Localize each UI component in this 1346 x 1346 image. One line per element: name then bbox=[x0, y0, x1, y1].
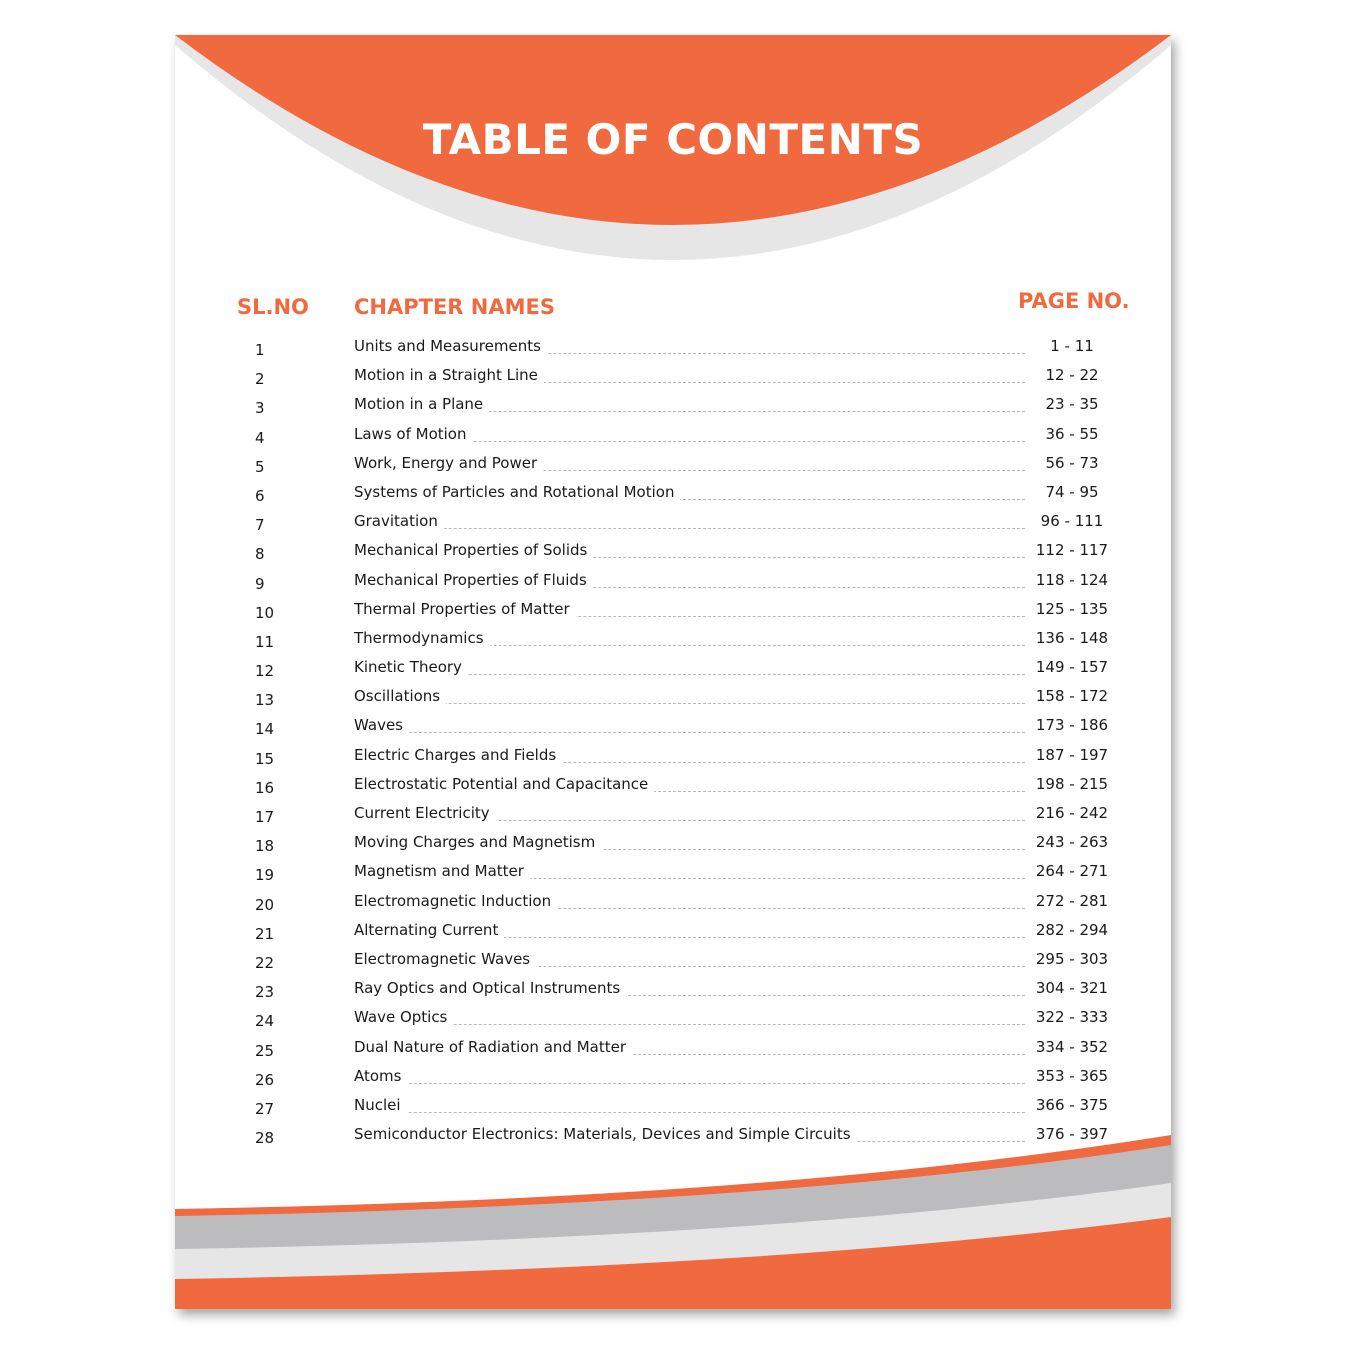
page-range: 158 - 172 bbox=[1035, 687, 1109, 706]
toc-row bbox=[175, 974, 1171, 1003]
chapter-number: 5 bbox=[255, 457, 265, 476]
toc-row bbox=[175, 799, 1171, 828]
page-range: 282 - 294 bbox=[1035, 920, 1109, 939]
chapter-name: Semiconductor Electronics: Materials, Devices and Simple Circuits bbox=[354, 1125, 857, 1143]
toc-row bbox=[175, 741, 1171, 770]
chapter-number: 9 bbox=[255, 574, 265, 593]
chapter-name: Systems of Particles and Rotational Motion bbox=[354, 483, 680, 501]
chapter-name: Nuclei bbox=[354, 1096, 407, 1114]
dotted-leader bbox=[354, 1083, 1025, 1084]
dotted-leader bbox=[354, 732, 1025, 733]
chapter-name: Waves bbox=[354, 716, 409, 734]
chapter-name: Moving Charges and Magnetism bbox=[354, 833, 601, 851]
toc-row bbox=[175, 361, 1171, 390]
chapter-number: 3 bbox=[255, 399, 265, 418]
column-header-slno: SL.NO bbox=[237, 295, 309, 319]
dotted-leader bbox=[354, 528, 1025, 529]
page-range: 198 - 215 bbox=[1035, 774, 1109, 793]
chapter-name: Motion in a Plane bbox=[354, 395, 489, 413]
chapter-number: 4 bbox=[255, 428, 265, 447]
page-range: 56 - 73 bbox=[1045, 453, 1099, 472]
chapter-name: Motion in a Straight Line bbox=[354, 366, 544, 384]
toc-row bbox=[175, 332, 1171, 361]
chapter-number: 7 bbox=[255, 516, 265, 535]
chapter-number: 19 bbox=[255, 866, 275, 885]
page-range: 272 - 281 bbox=[1035, 891, 1109, 910]
chapter-number: 20 bbox=[255, 895, 275, 914]
chapter-name: Units and Measurements bbox=[354, 337, 547, 355]
chapter-name: Gravitation bbox=[354, 512, 444, 530]
chapter-number: 21 bbox=[255, 924, 275, 943]
chapter-number: 15 bbox=[255, 749, 275, 768]
chapter-name: Wave Optics bbox=[354, 1008, 453, 1026]
toc-row bbox=[175, 449, 1171, 478]
toc-row bbox=[175, 770, 1171, 799]
chapter-name: Kinetic Theory bbox=[354, 658, 468, 676]
chapter-number: 13 bbox=[255, 691, 275, 710]
footer-wave-decoration bbox=[175, 1109, 1171, 1309]
toc-row bbox=[175, 857, 1171, 886]
chapter-name: Work, Energy and Power bbox=[354, 454, 543, 472]
chapter-name: Ray Optics and Optical Instruments bbox=[354, 979, 626, 997]
toc-row bbox=[175, 420, 1171, 449]
chapter-number: 25 bbox=[255, 1041, 275, 1060]
chapter-name: Mechanical Properties of Solids bbox=[354, 541, 593, 559]
chapter-name: Oscillations bbox=[354, 687, 446, 705]
chapter-name: Magnetism and Matter bbox=[354, 862, 530, 880]
chapter-number: 16 bbox=[255, 778, 275, 797]
page-range: 125 - 135 bbox=[1035, 599, 1109, 618]
page-range: 118 - 124 bbox=[1035, 570, 1109, 589]
page-range: 304 - 321 bbox=[1035, 979, 1109, 998]
chapter-name: Mechanical Properties of Fluids bbox=[354, 571, 593, 589]
chapter-number: 8 bbox=[255, 545, 265, 564]
chapter-name: Thermodynamics bbox=[354, 629, 490, 647]
toc-list bbox=[175, 332, 1171, 1149]
page-range: 366 - 375 bbox=[1035, 1095, 1109, 1114]
chapter-name: Alternating Current bbox=[354, 921, 504, 939]
toc-row bbox=[175, 945, 1171, 974]
page-range: 264 - 271 bbox=[1035, 862, 1109, 881]
chapter-name: Electromagnetic Induction bbox=[354, 892, 557, 910]
toc-row bbox=[175, 711, 1171, 740]
toc-row bbox=[175, 507, 1171, 536]
chapter-number: 18 bbox=[255, 837, 275, 856]
toc-row bbox=[175, 1033, 1171, 1062]
page-range: 96 - 111 bbox=[1040, 512, 1104, 531]
column-header-chapter-names: CHAPTER NAMES bbox=[354, 295, 555, 319]
page-range: 112 - 117 bbox=[1035, 541, 1109, 560]
page-range: 74 - 95 bbox=[1045, 482, 1099, 501]
chapter-name: Atoms bbox=[354, 1067, 407, 1085]
page-range: 216 - 242 bbox=[1035, 804, 1109, 822]
page-title: TABLE OF CONTENTS bbox=[422, 115, 924, 164]
chapter-number: 26 bbox=[255, 1070, 275, 1089]
toc-row bbox=[175, 536, 1171, 565]
chapter-number: 2 bbox=[255, 370, 265, 389]
page-range: 23 - 35 bbox=[1045, 395, 1099, 414]
chapter-number: 14 bbox=[255, 720, 275, 739]
toc-row bbox=[175, 624, 1171, 653]
page-range: 136 - 148 bbox=[1035, 628, 1109, 647]
page-range: 36 - 55 bbox=[1045, 424, 1099, 443]
page-range: 353 - 365 bbox=[1035, 1066, 1109, 1085]
chapter-number: 27 bbox=[255, 1099, 275, 1118]
chapter-number: 28 bbox=[255, 1129, 275, 1148]
chapter-number: 12 bbox=[255, 662, 275, 681]
toc-row bbox=[175, 682, 1171, 711]
chapter-number: 10 bbox=[255, 603, 275, 622]
chapter-name: Dual Nature of Radiation and Matter bbox=[354, 1038, 632, 1056]
chapter-number: 6 bbox=[255, 486, 265, 505]
chapter-number: 24 bbox=[255, 1012, 275, 1031]
page-range: 334 - 352 bbox=[1035, 1037, 1109, 1056]
toc-row bbox=[175, 478, 1171, 507]
toc-row bbox=[175, 653, 1171, 682]
page-range: 322 - 333 bbox=[1035, 1008, 1109, 1027]
chapter-number: 11 bbox=[255, 632, 275, 651]
chapter-name: Electric Charges and Fields bbox=[354, 746, 562, 764]
toc-row bbox=[175, 566, 1171, 595]
page-range: 173 - 186 bbox=[1035, 716, 1109, 735]
page-range: 1 - 11 bbox=[1050, 337, 1094, 355]
page-range: 12 - 22 bbox=[1045, 366, 1099, 385]
page-range: 376 - 397 bbox=[1035, 1125, 1109, 1144]
chapter-number: 17 bbox=[255, 808, 275, 826]
chapter-number: 1 bbox=[255, 341, 265, 359]
page-range: 295 - 303 bbox=[1035, 949, 1109, 968]
chapter-name: Current Electricity bbox=[354, 804, 496, 822]
chapter-name: Electromagnetic Waves bbox=[354, 950, 536, 968]
page-range: 187 - 197 bbox=[1035, 745, 1109, 764]
toc-row bbox=[175, 390, 1171, 419]
toc-row bbox=[175, 1062, 1171, 1091]
chapter-name: Laws of Motion bbox=[354, 425, 472, 443]
toc-row bbox=[175, 595, 1171, 624]
document-page bbox=[175, 35, 1171, 1309]
chapter-name: Electrostatic Potential and Capacitance bbox=[354, 775, 654, 793]
chapter-name: Thermal Properties of Matter bbox=[354, 600, 576, 618]
page-range: 149 - 157 bbox=[1035, 658, 1109, 677]
page-range: 243 - 263 bbox=[1035, 833, 1109, 852]
toc-row bbox=[175, 1003, 1171, 1032]
toc-row bbox=[175, 916, 1171, 945]
column-header-page-no: PAGE NO. bbox=[1018, 289, 1130, 313]
dotted-leader bbox=[354, 1024, 1025, 1025]
chapter-number: 23 bbox=[255, 983, 275, 1002]
toc-row bbox=[175, 887, 1171, 916]
toc-row bbox=[175, 828, 1171, 857]
dotted-leader bbox=[354, 703, 1025, 704]
chapter-number: 22 bbox=[255, 953, 275, 972]
